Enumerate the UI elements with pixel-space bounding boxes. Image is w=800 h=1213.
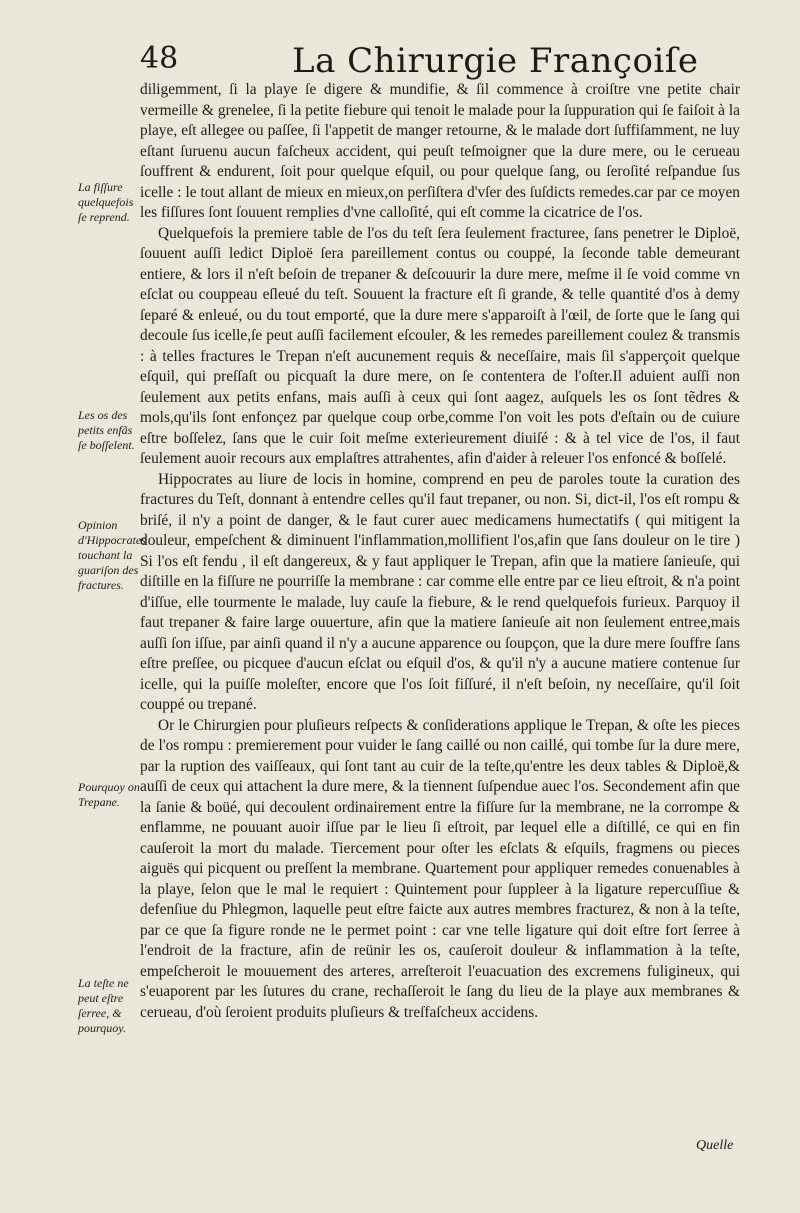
paragraph: Hippocrates au liure de locis in homine, comprend en peu de paroles toute la curation des fractures du Teſt, donnant à entendre celles qu'il faut trepaner, ou non. Si, dict-il, l'os eſt rompu & briſé, il n'y a point de danger, & le faut curer auec medicamens humectatifs ( qui mitigent la douleur, empeſchent & diminuent l'inflammation,mollifient l'os,afin que ſans douleur on le tire ) Si l'os eſt fendu , il eſt dangereux, & y faut appliquer le Trepan, afin que la matiere ſanieuſe, qui diſtille en la fiſſure ne pourriſſe la membrane : car comme elle entre par ce lieu eſtroit, & n'a point d'iſſue, elle tourmente le malade, luy cauſe la fiebure, & le rend quelquefois furieux. Parquoy il faut trepaner & faire large ouuerture, afin que la matiere ſanieuſe ait non ſeulement entree,mais auſſi ſon iſſue, par ainſi quand il n'y a aucune apparence ou ſoupçon, que la dure mere ſouffre ſans eſtre preſſee, ou picquee d'aucun eſclat ou eſquil d'os, & qu'il n'y a aucune matiere contenue ſur icelle, qui la puiſſe moleſter, encore que l'os ſoit fiſſuré, il n'eſt beſoin, ny neceſſaire, qu'il ſoit couppé ou trepané. bbox=[140, 470, 740, 713]
paragraph: Or le Chirurgien pour pluſieurs reſpects & conſiderations applique le Trepan, & oſte les pieces de l'os rompu : premierement pour vuider le ſang caillé ou non caillé, qui tombe ſur la dure mere, par la ruption des vaiſſeaux, qui ſont tant au cuir de la teſte,qu'entre les deux tables & Diploë,& auſſi de ceux qui attachent la dure mere, & la tiennent ſuſpendue auec l'os. Secondement afin que la ſanie & boüé, qui decoulent ordinairement entre la fiſſure ſur la membrane, ne la corrompe & enflamme, ne pouuant auoir iſſue par le lieu ſi eſtroit, par lequel elle a diſtillé, ce qui en fin cauſeroit la mort du malade. Tiercement pour oſter les eſclats & eſquils, fragmens ou pieces aiguës qui picquent ou preſſent la membrane. Quartement pour appliquer remedes conuenables à la playe, ſelon que le mal le requiert : Quintement pour ſuppleer à la ligature repercuſſiue & defenſiue du Phlegmon, laquelle peut eſtre faicte aux autres membres fracturez, & non à la teſte, par ce que ſa figure ronde ne le permet point : car vne telle ligature qui doit eſtre fort ſerree à l'endroit de la fracture, afin de reünir les os, cauſeroit douleur & inflammation à la teſte, empeſcheroit le mouuement des arteres, arreſteroit l'euacuation des excremens fuligineux, qui s'euaporent par les ſutures du crane, rechaſſeroit le ſang du lieu de la playe aux membranes & cerueau, d'où ſeroient produits pluſieurs & treſfaſcheux accidens. bbox=[140, 716, 740, 1021]
catchword: Quelle bbox=[696, 1138, 734, 1153]
body-text bbox=[140, 80, 740, 1023]
paragraph: diligemment, ſi la playe ſe digere & mundifie, & ſil commence à croiſtre vne petite chair vermeille & grenelee, ſi la petite fiebure qui tenoit le malade pour la ſuppuration qui ſe faiſoit à la playe, eſt allegee ou paſſee, ſi l'appetit de manger retourne, & le malade dort ſuffiſamment, ne luy eſtant ſuruenu aucun faſcheux accident, qui peuſt teſmoigner que la dure mere, ou le cerueau ſouffrent & endurent, ſoit pour quelque eſquil, ou pour quelque ſang, ou ſeroſité reſpandue ſus icelle : le tout allant de mieux en mieux,on perſiſtera d'vſer des ſuſdicts remedes.car par ce moyen les fiſſures ſont ſouuent remplies d'vne calloſité, qui eſt comme la cicatrice de l'os. bbox=[140, 81, 740, 221]
running-head: La Chirurgie Françoiſe bbox=[292, 41, 699, 81]
paragraph: Quelquefois la premiere table de l'os du teſt ſera ſeulement fracturee, ſans penetrer le Diploë, ſouuent auſſi ledict Diploë ſera pareillement contus ou couppé, la ſeconde table demeurant entiere, & lors il n'eſt beſoin de trepaner & deſcouurir la dure mere, meſme il ſe void comme vn eſclat ou couppeau eſleué du teſt. Souuent la fracture eſt ſi grande, & telle quantité d'os à demy ſeparé & enleué, ou du tout emporté, que la dure mere s'apparoiſt à l'œil, de ſorte que le ſang qui decoule ſus icelle,ſe peut auſſi facilement eſcouler, & les remedes pareillement coulez & transmis : à telles fractures le Trepan n'eſt aucunement requis & neceſſaire, mais ſil s'apperçoit quelque eſquil, qui preſſaſt ou picquaſt la dure mere, on ſe contentera de l'oſter.Il aduient auſſi non ſeulement aux petits enfans, mais auſſi à ceux qui ſont aagez, auſquels les os ſont tẽdres & mols,qu'ils ſont enfonçez par quelque coup orbe,comme l'on voit les pots d'eſtain ou de cuiure eſtre boſſelez, ſans que le cuir ſoit meſme exterieurement diuiſé : & à tel vice de l'os, il faut ſeulement auoir recours aux emplaſtres attrahentes, afin d'aider à releuer l'os enfoncé & boſſelé. bbox=[140, 224, 740, 467]
margin-note: Pourquoy on Trepane. bbox=[78, 780, 140, 809]
margin-note: Les os des petits enfãs ſe boſſelent. bbox=[78, 408, 135, 452]
page-number: 48 bbox=[140, 41, 179, 76]
margin-note: Opinion d'Hippocrates touchant la guariſon des fractures. bbox=[78, 518, 146, 592]
margin-note: La teſte ne peut eſtre ſerree, & pourquoy. bbox=[78, 976, 129, 1035]
margin-note: La fiſſure quelquefois ſe reprend. bbox=[78, 180, 134, 224]
